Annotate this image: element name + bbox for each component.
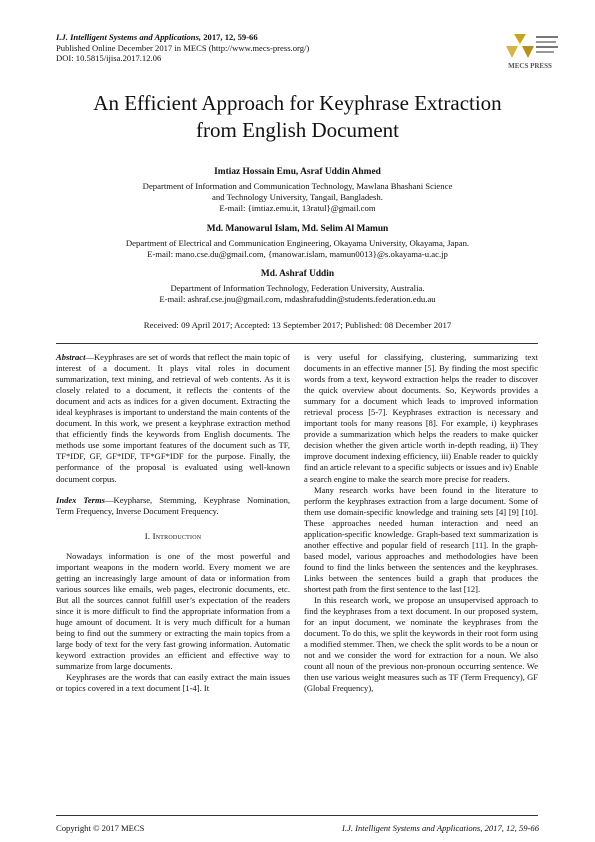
affiliation: and Technology University, Tangail, Bangladesh. [212, 192, 383, 202]
author-block-3 [60, 269, 535, 305]
index-terms-text: —Keypharse, Stemming, Keyphrase Nomination, Term Frequency, Inverse Document Frequency. [56, 494, 290, 516]
logo-text: MECS PRESS [508, 62, 552, 70]
index-terms-label: Index Terms [56, 494, 105, 505]
author-email: E-mail: mano.cse.du@gmail.com, {manowar.islam, mamun0013}@s.okayama-u.ac.jp [147, 249, 448, 259]
author-block-1 [60, 167, 535, 214]
paragraph: Keyphrases are the words that can easily extract the main issues or topics covered in a text document [1-4]. It [56, 672, 290, 694]
right-column [304, 352, 538, 694]
mecs-press-logo [500, 32, 560, 70]
publication-info: Published Online December 2017 in MECS (http://www.mecs-press.org/) [56, 42, 310, 53]
title-line-2: from English Document [196, 118, 399, 142]
title-line-1: An Efficient Approach for Keyphrase Extraction [93, 91, 502, 115]
abstract [56, 352, 290, 485]
paragraph: is very useful for classifying, clustering, summarizing text documents in an effective manner [5]. By finding the most specific words from a text, keyword extraction helps the reader to discover the quick overview about documents. So, Keywords provides a summary for a document which leads to improved information retrieval process [5-7]. Keyphrases extraction is necessary and important tools for many reasons [8]. For example, i) keyphrases provide a summarization which helps the readers to make quicker decision whether the given article worth in-depth reading, ii) They improve document indexing efficiency, iii) Enable reader to quickly find an article relevant to a specific subjects or issues and iv) Enable a search engine to make the search more precise for readers. [304, 352, 539, 484]
paragraph: Many research works have been found in the literature to perform the keyphrases extraction from a large document. Some of them use domain-specific knowledge and training sets [4] [9] [10]. These approaches needed human interaction and need an application-specific knowledge. Graph-based text summarization is another effective and popular field of research [11]. In the graph-based model, various approaches and methodologies have been found to find the links between the sentences and the keyphrases. Links between the sentences build a graph that produces the shortest path from the first sentence to the last [12]. [304, 484, 538, 594]
footer-divider [56, 815, 538, 816]
divider [56, 343, 538, 344]
doi: DOI: 10.5815/ijisa.2017.12.06 [56, 53, 162, 64]
author-block-2 [60, 224, 535, 260]
section-heading: I. Introduction [144, 530, 202, 541]
author-names: Md. Ashraf Uddin [260, 269, 335, 279]
copyright: Copyright © 2017 MECS [56, 823, 145, 833]
abstract-text: —Keyphrases are set of words that reflect the main topic of interest of a document. It plays vital roles in document summarization, text mining, and retrieval of web contents. As it is closely related to a document, it reflects the contents of the document and acts as indices for a given document. Extracting the ideal keyphrases is important to understand the main contents of the document. In this work, we present a keyphrase extraction method that efficiently finds the keywords from English documents. The methods use some important features of the document such as TF, TF*IDF, GF, GF*IDF, TF*GF*IDF for the purpose. Finally, the performance of the proposal is evaluated using well-known document corpus. [56, 352, 290, 484]
left-column [56, 352, 290, 694]
author-email: E-mail: {imtiaz.emu.it, 13ratul}@gmail.com [219, 203, 376, 213]
journal-citation [56, 32, 476, 43]
abstract-label: Abstract [56, 352, 86, 362]
author-email: E-mail: ashraf.cse.jnu@gmail.com, mdashrafuddin@students.federation.edu.au [159, 294, 436, 304]
affiliation: Department of Electrical and Communication Engineering, Okayama University, Okayama, Japan. [125, 238, 470, 248]
index-terms [56, 495, 290, 517]
paragraph: Nowadays information is one of the most powerful and important weapons in the modern world. Every moment we are getting an increasingly large amount of data or information from various sources like emails, web pages, electronic documents, etc. But all the sources cannot fulfill user’s expectation of the readers since it is more difficult to find the appropriate information from a huge amount of document. It is very much difficult for a human being to find out the summery or extracting the main topics from a large body of text for the very fast growing information. Automatic keyword extraction provides an efficient and effective way to summarize from large documents. [56, 550, 290, 672]
journal-issue: 2017, 12, 59-66 [201, 32, 258, 42]
author-names: Imtiaz Hossain Emu, Asraf Uddin Ahmed [214, 167, 381, 177]
journal-name: I.J. Intelligent Systems and Applications, [56, 32, 202, 42]
author-names: Md. Manowarul Islam, Md. Selim Al Mamun [206, 224, 389, 234]
received-dates: Received: 09 April 2017; Accepted: 13 September 2017; Published: 08 December 2017 [143, 320, 452, 330]
paragraph: In this research work, we propose an unsupervised approach to find the keyphrases from a text document. In our proposed system, for an input document, we nominate the keyphrases from the document. To do this, we split the keywords in their root form using a modified stemmer. Then, we check the split words to be a noun or not and we consider the word for extraction for a noun. We also count all noun of the previous non-pronoun occurring sentence. We then use various weight measures such as TF (Term Frequency), GF (Global Frequency), [304, 595, 538, 694]
footer-citation: I.J. Intelligent Systems and Applications, 2017, 12, 59-66 [342, 823, 539, 833]
paper-title [40, 90, 555, 144]
affiliation: Department of Information and Communication Technology, Mawlana Bhashani Science [142, 181, 453, 191]
journal-header [56, 32, 476, 64]
affiliation: Department of Information Technology, Federation University, Australia. [170, 283, 425, 293]
